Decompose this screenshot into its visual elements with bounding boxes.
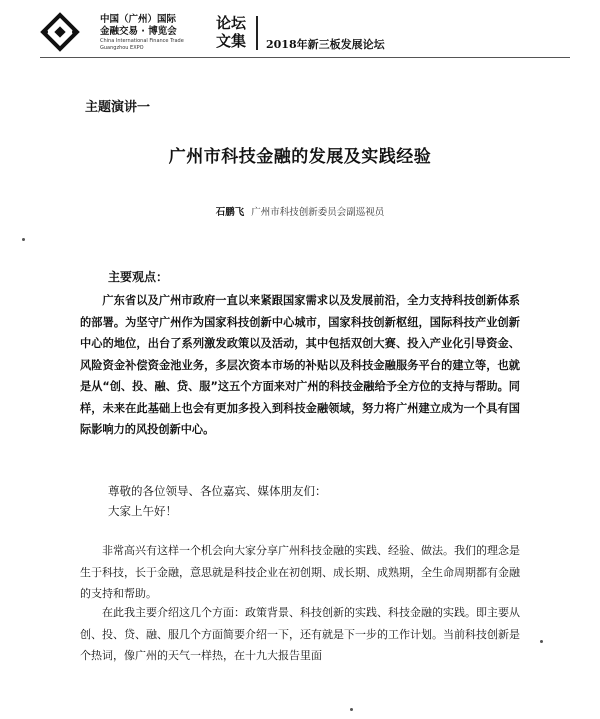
section-label: 主题演讲一 <box>85 100 151 115</box>
logo-line-3: China International Finance Trade <box>100 38 184 44</box>
scan-speck <box>350 708 353 711</box>
author-name: 石鹏飞 <box>215 207 245 218</box>
page-header <box>40 10 570 58</box>
summary-text: 广东省以及广州市政府一直以来紧跟国家需求以及发展前沿，全力支持科技创新体系的部署。为坚守广州作为国家科技创新中心城市，国家科技创新枢纽，国际科技产业创新中心的地位，出台了系列激发政策以及活动，其中包括双创大赛、投入产业化引导资金、风险资金补偿资金池业务，多层次资本市场的补贴以及科技金融服务平台的建立等，也就是从“创、投、融、贷、服”这五个方面来对广州的科技金融给予全方位的支持与帮助。同样，未来在此基础上也会有更加多投入到科技金融领域，努力将广州建立成为一个具有国际影响力的风投创新中心。 <box>80 294 520 436</box>
summary-label: 主要观点： <box>108 270 169 284</box>
column-title-line-2: 文集 <box>215 32 246 50</box>
author-affiliation: 广州市科技创新委员会副巡视员 <box>251 207 385 218</box>
salutation: 尊敬的各位领导、各位嘉宾、媒体朋友们： <box>108 484 327 498</box>
scan-speck <box>22 238 25 241</box>
logo-line-1: 中国（广州）国际 <box>100 14 177 25</box>
byline <box>0 204 600 218</box>
column-title <box>213 14 249 50</box>
header-divider <box>256 16 258 50</box>
page-title: 广州市科技金融的发展及实践经验 <box>168 147 432 167</box>
collection-title: 2018年新三板发展论坛 <box>266 38 385 51</box>
logo-line-2: 金融交易 · 博览会 <box>100 26 177 37</box>
body-paragraph-2: 在此我主要介绍这几个方面：政策背景、科技创新的实践、科技金融的实践。即主要从创、投、贷、融、服几个方面简要介绍一下，还有就是下一步的工作计划。当前科技创新是个热词，像广州的天气一样热，在十九大报告里面 <box>80 606 520 662</box>
scan-speck <box>540 640 543 643</box>
expo-logo-icon <box>40 12 96 52</box>
greeting: 大家上午好！ <box>108 504 177 518</box>
header-rule <box>40 57 570 58</box>
body-paragraph-1: 非常高兴有这样一个机会向大家分享广州科技金融的实践、经验、做法。我们的理念是生于科技，长于金融，意思就是科技企业在初创期、成长期、成熟期，全生命周期都有金融的支持和帮助。 <box>80 544 520 600</box>
logo-line-4: Guangzhou EXPO <box>100 45 144 51</box>
column-title-line-1: 论坛 <box>215 14 246 32</box>
